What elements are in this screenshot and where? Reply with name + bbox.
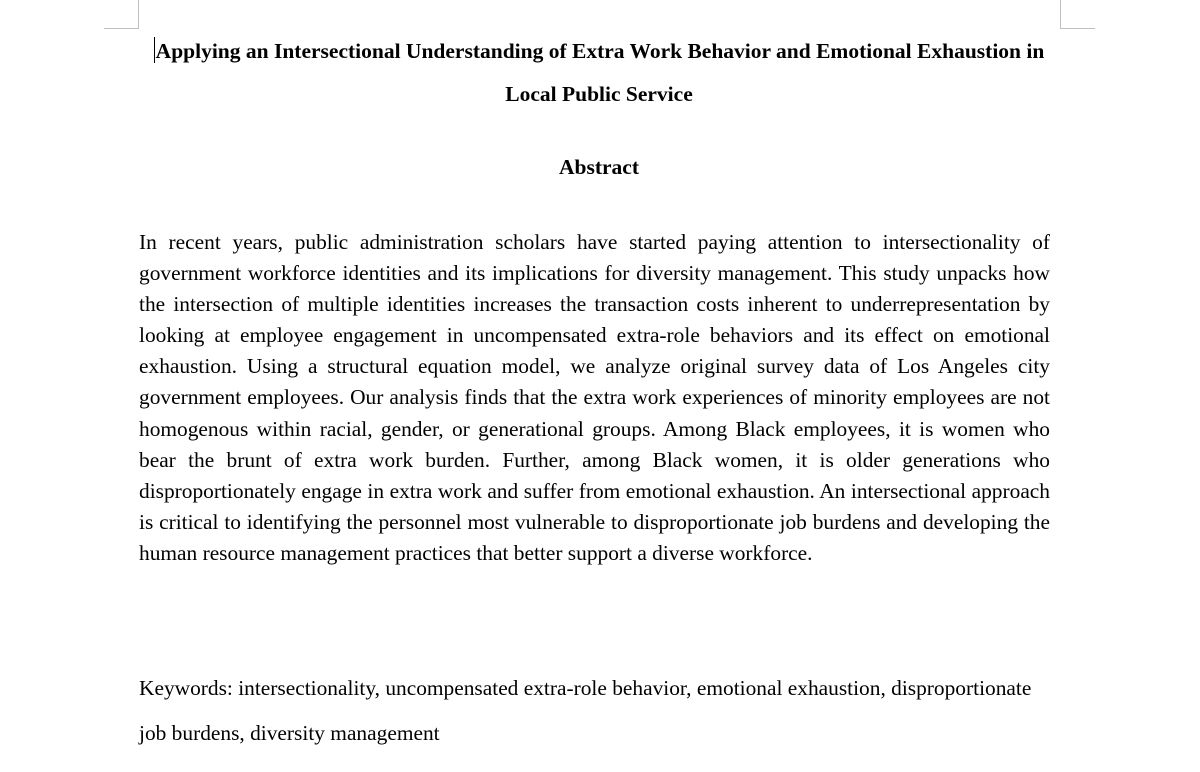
crop-mark-top-right (1060, 0, 1095, 29)
document-title: Applying an Intersectional Understanding of Extra Work Behavior and Emotional Exhaustion in Local Public Service (155, 39, 1045, 106)
crop-mark-top-left (104, 0, 139, 29)
abstract-heading: Abstract (558, 155, 639, 179)
abstract-body: In recent years, public administration scholars have started paying attention to intersectionality of government workforce identities and its implications for diversity management. This study unpacks how the intersection of multiple identities increases the transaction costs inherent to underrepresentation by looking at employee engagement in uncompensated extra-role behaviors and its effect on emotional exhaustion. Using a structural equation model, we analyze original survey data of Los Angeles city government employees. Our analysis finds that the extra work experiences of minority employees are not homogenous within racial, gender, or generational groups. Among Black employees, it is women who bear the brunt of extra work burden. Further, among Black women, it is older generations who disproportionately engage in extra work and suffer from emotional exhaustion. An intersectional approach is critical to identifying the personnel most vulnerable to disproportionate job burdens and developing the human resource management practices that better support a diverse workforce. (139, 230, 1050, 565)
text-cursor (154, 37, 155, 63)
document-title-block[interactable] (139, 30, 1059, 116)
keywords-line: Keywords: intersectionality, uncompensated extra-role behavior, emotional exhaustion, disproportionate job burdens, diversity management (139, 676, 1032, 745)
